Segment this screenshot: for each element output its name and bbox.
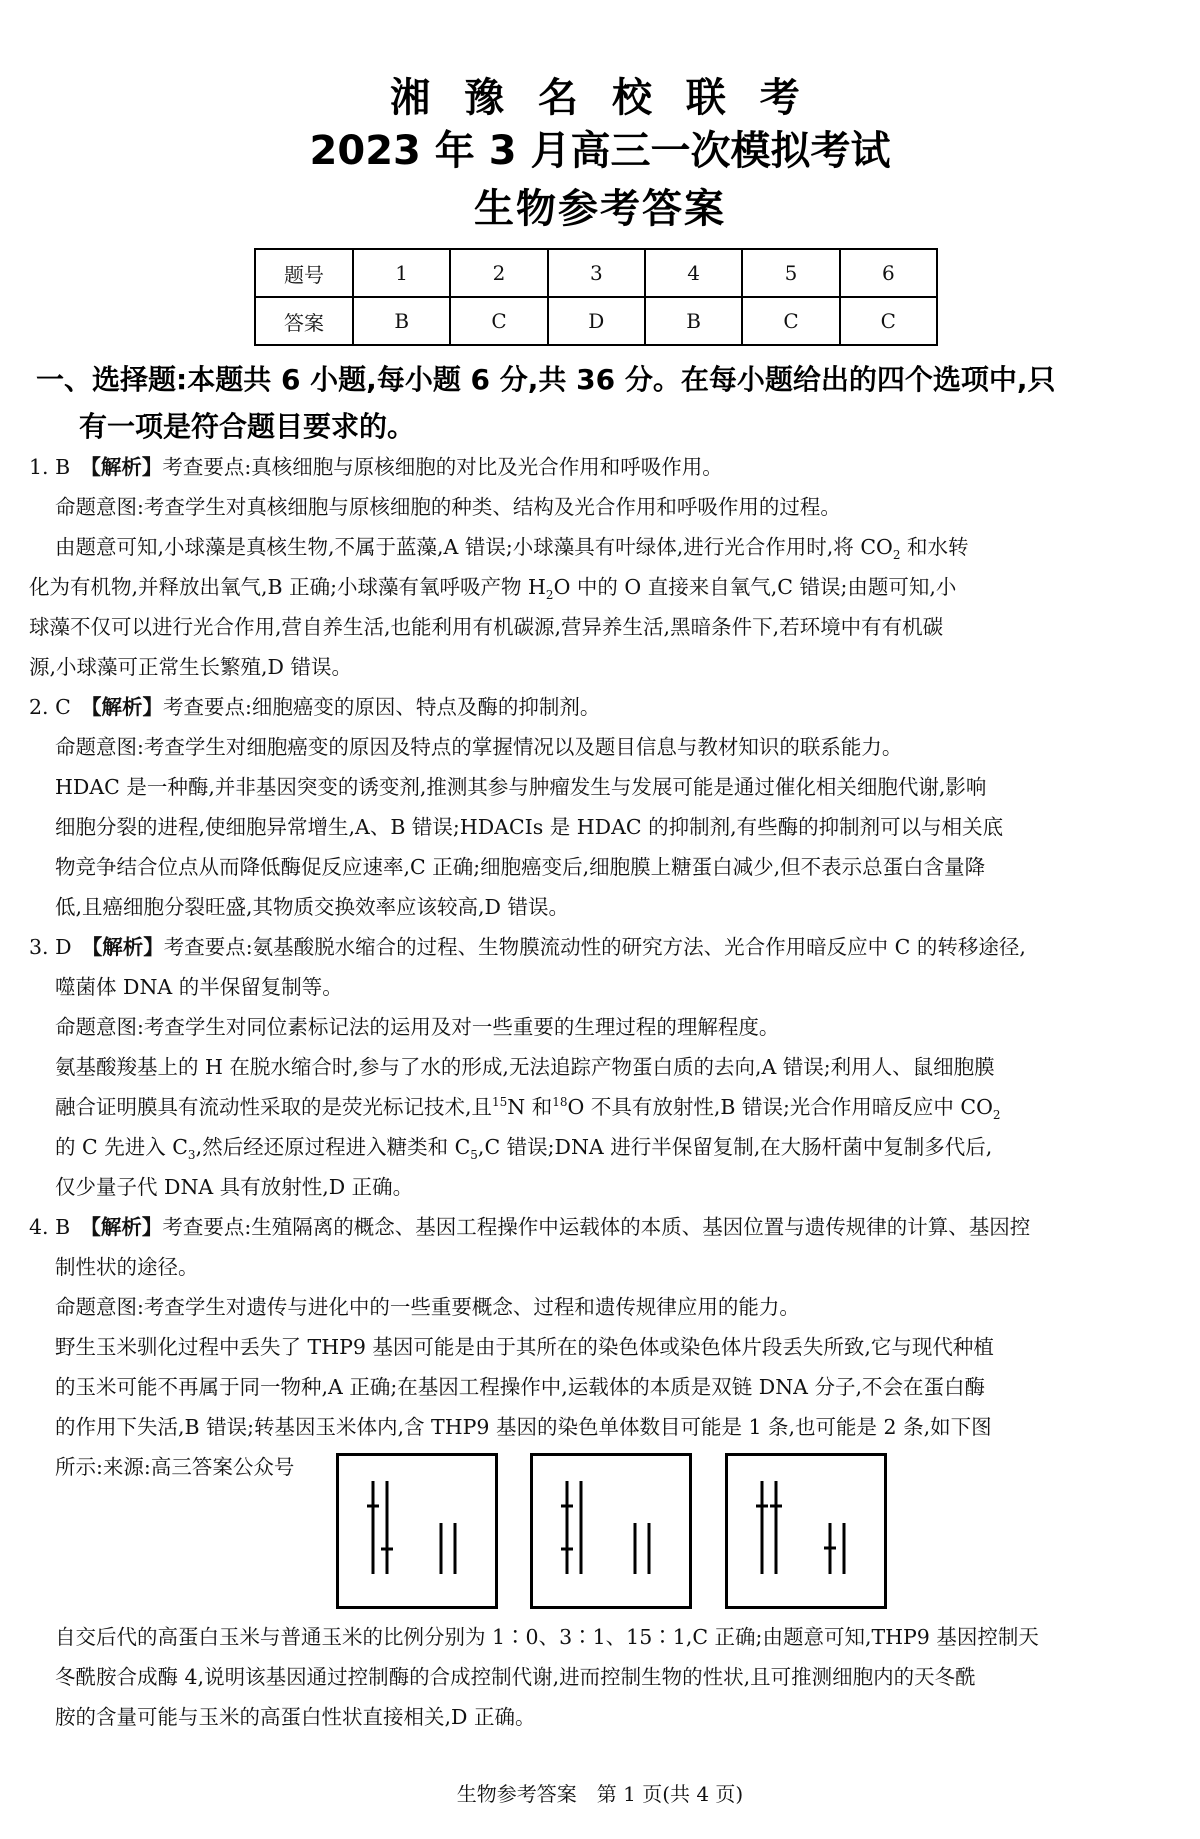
answer-table bbox=[254, 248, 938, 346]
chromosome-diagram-2-svg bbox=[533, 1456, 689, 1606]
q1-text: 化为有机物,并释放出氧气,B 正确;小球藻有氧呼吸产物 H bbox=[29, 575, 546, 599]
q1-explanation-line bbox=[55, 530, 1200, 562]
chromosome-diagram-2 bbox=[530, 1453, 692, 1609]
question-number: 4 bbox=[645, 249, 742, 297]
q2-header bbox=[29, 690, 1174, 720]
answer-row bbox=[255, 297, 937, 345]
section-heading-line1: 一、选择题:本题共 6 小题,每小题 6 分,共 36 分。在每小题给出的四个选项中,只 bbox=[36, 363, 1056, 396]
q1-text: 和水转 bbox=[900, 535, 969, 559]
q2-explanation-line: 物竞争结合位点从而降低酶促反应速率,C 正确;细胞癌变后,细胞膜上糖蛋白减少,但不表示总蛋白含量降 bbox=[55, 855, 986, 879]
q3-text: 融合证明膜具有流动性采取的是荧光标记技术,且 bbox=[55, 1095, 493, 1119]
superscript: 15 bbox=[492, 1095, 508, 1110]
question-number-row bbox=[255, 249, 937, 297]
subject-title: 生物参考答案 bbox=[474, 186, 726, 232]
q3-text: O 不具有放射性,B 错误;光合作用暗反应中 CO bbox=[567, 1095, 993, 1119]
q1-text: O 中的 O 直接来自氧气,C 错误;由题可知,小 bbox=[553, 575, 957, 599]
q1-explanation-line bbox=[29, 570, 1174, 602]
q2-explanation-line: 低,且癌细胞分裂旺盛,其物质交换效率应该较高,D 错误。 bbox=[55, 895, 570, 919]
q1-key-point: 考查要点:真核细胞与原核细胞的对比及光合作用和呼吸作用。 bbox=[162, 455, 723, 479]
q4-intent: 命题意图:考查学生对遗传与进化中的一些重要概念、过程和遗传规律应用的能力。 bbox=[55, 1295, 800, 1319]
q1-explanation-line: 源,小球藻可正常生长繁殖,D 错误。 bbox=[29, 655, 352, 679]
q3-text: N 和 bbox=[507, 1095, 553, 1119]
exam-name-title: 2023 年 3 月高三一次模拟考试 bbox=[309, 128, 891, 174]
q3-explanation-line: 仅少量子代 DNA 具有放射性,D 正确。 bbox=[55, 1175, 414, 1199]
answer-cell: B bbox=[353, 297, 450, 345]
q3-explanation-line: 氨基酸羧基上的 H 在脱水缩合时,参与了水的形成,无法追踪产物蛋白质的去向,A 错误;利用人、鼠细胞膜 bbox=[55, 1055, 995, 1079]
q1-number: 1. B bbox=[29, 455, 71, 479]
section-heading-line2: 有一项是符合题目要求的。 bbox=[79, 410, 416, 443]
answer-cell: B bbox=[645, 297, 742, 345]
q3-intent: 命题意图:考查学生对同位素标记法的运用及对一些重要的生理过程的理解程度。 bbox=[55, 1015, 780, 1039]
q4-conclusion-line: 冬酰胺合成酶 4,说明该基因通过控制酶的合成控制代谢,进而控制生物的性状,且可推测细胞内的天冬酰 bbox=[55, 1665, 976, 1689]
row-label-number: 题号 bbox=[255, 249, 353, 297]
q3-analysis-tag: 【解析】 bbox=[92, 935, 164, 959]
q3-key-point: 考查要点:氨基酸脱水缩合的过程、生物膜流动性的研究方法、光合作用暗反应中 C 的转移途径, bbox=[163, 935, 1026, 959]
q4-conclusion-line: 自交后代的高蛋白玉米与普通玉米的比例分别为 1∶0、3∶1、15∶1,C 正确;由题意可知,THP9 基因控制天 bbox=[55, 1625, 1039, 1649]
superscript: 18 bbox=[552, 1095, 568, 1110]
q2-number: 2. C bbox=[29, 695, 71, 719]
q4-header bbox=[29, 1210, 1174, 1240]
q4-analysis-tag: 【解析】 bbox=[90, 1215, 163, 1239]
exam-organizer-title: 湘 豫 名 校 联 考 bbox=[390, 75, 810, 121]
subscript: 2 bbox=[992, 1108, 1001, 1123]
q3-text: ,C 错误;DNA 进行半保留复制,在大肠杆菌中复制多代后, bbox=[477, 1135, 993, 1159]
q4-key-point: 考查要点:生殖隔离的概念、基因工程操作中运载体的本质、基因位置与遗传规律的计算、基因控 bbox=[162, 1215, 1031, 1239]
q2-explanation-line: 细胞分裂的进程,使细胞异常增生,A、B 错误;HDACIs 是 HDAC 的抑制剂,有些酶的抑制剂可以与相关底 bbox=[55, 815, 1004, 839]
q3-explanation-line bbox=[55, 1090, 1200, 1122]
q3-text: 的 C 先进入 C bbox=[55, 1135, 188, 1159]
answer-cell: D bbox=[548, 297, 645, 345]
subscript: 5 bbox=[470, 1148, 478, 1163]
q3-header bbox=[29, 930, 1174, 960]
subscript: 2 bbox=[545, 588, 554, 603]
subscript: 3 bbox=[187, 1148, 196, 1163]
question-number: 2 bbox=[450, 249, 547, 297]
q2-intent: 命题意图:考查学生对细胞癌变的原因及特点的掌握情况以及题目信息与教材知识的联系能力。 bbox=[55, 735, 903, 759]
page-footer: 生物参考答案 第 1 页(共 4 页) bbox=[456, 1782, 744, 1806]
q4-explanation-line: 野生玉米驯化过程中丢失了 THP9 基因可能是由于其所在的染色体或染色体片段丢失所致,它与现代种植 bbox=[55, 1335, 994, 1359]
q2-explanation-line: HDAC 是一种酶,并非基因突变的诱变剂,推测其参与肿瘤发生与发展可能是通过催化相关细胞代谢,影响 bbox=[55, 775, 987, 799]
q1-intent: 命题意图:考查学生对真核细胞与原核细胞的种类、结构及光合作用和呼吸作用的过程。 bbox=[55, 495, 841, 519]
q4-explanation-line: 所示:来源:高三答案公众号 bbox=[55, 1455, 295, 1479]
answer-cell: C bbox=[450, 297, 547, 345]
section-heading bbox=[36, 356, 1176, 450]
q3-key-point-cont: 噬菌体 DNA 的半保留复制等。 bbox=[55, 975, 343, 999]
q3-text: ,然后经还原过程进入糖类和 C bbox=[195, 1135, 471, 1159]
row-label-answer: 答案 bbox=[255, 297, 353, 345]
q4-explanation-line: 的作用下失活,B 错误;转基因玉米体内,含 THP9 基因的染色单体数目可能是 1 条,也可能是 2 条,如下图 bbox=[55, 1415, 992, 1439]
question-number: 1 bbox=[353, 249, 450, 297]
q3-explanation-line bbox=[55, 1130, 1200, 1162]
subscript: 2 bbox=[892, 548, 901, 563]
question-number: 5 bbox=[742, 249, 839, 297]
q1-text: 由题意可知,小球藻是真核生物,不属于蓝藻,A 错误;小球藻具有叶绿体,进行光合作用时,将 CO bbox=[55, 535, 893, 559]
q2-key-point: 考查要点:细胞癌变的原因、特点及酶的抑制剂。 bbox=[163, 695, 601, 719]
q3-number: 3. D bbox=[29, 935, 72, 959]
chromosome-diagram-3-svg bbox=[728, 1456, 884, 1606]
q4-conclusion-line: 胺的含量可能与玉米的高蛋白性状直接相关,D 正确。 bbox=[55, 1705, 536, 1729]
q1-header bbox=[29, 450, 1174, 480]
q1-analysis-tag: 【解析】 bbox=[90, 455, 163, 479]
answer-cell: C bbox=[742, 297, 839, 345]
answer-cell: C bbox=[840, 297, 937, 345]
chromosome-diagram-3 bbox=[725, 1453, 887, 1609]
q4-key-point-cont: 制性状的途径。 bbox=[55, 1255, 199, 1279]
chromosome-diagram-1 bbox=[336, 1453, 498, 1609]
q1-explanation-line: 球藻不仅可以进行光合作用,营自养生活,也能利用有机碳源,营异养生活,黑暗条件下,若环境中有有机碳 bbox=[29, 615, 944, 639]
chromosome-diagram-1-svg bbox=[339, 1456, 495, 1606]
q2-analysis-tag: 【解析】 bbox=[91, 695, 164, 719]
q4-number: 4. B bbox=[29, 1215, 71, 1239]
question-number: 6 bbox=[840, 249, 937, 297]
question-number: 3 bbox=[548, 249, 645, 297]
q4-explanation-line: 的玉米可能不再属于同一物种,A 正确;在基因工程操作中,运载体的本质是双链 DNA 分子,不会在蛋白酶 bbox=[55, 1375, 985, 1399]
